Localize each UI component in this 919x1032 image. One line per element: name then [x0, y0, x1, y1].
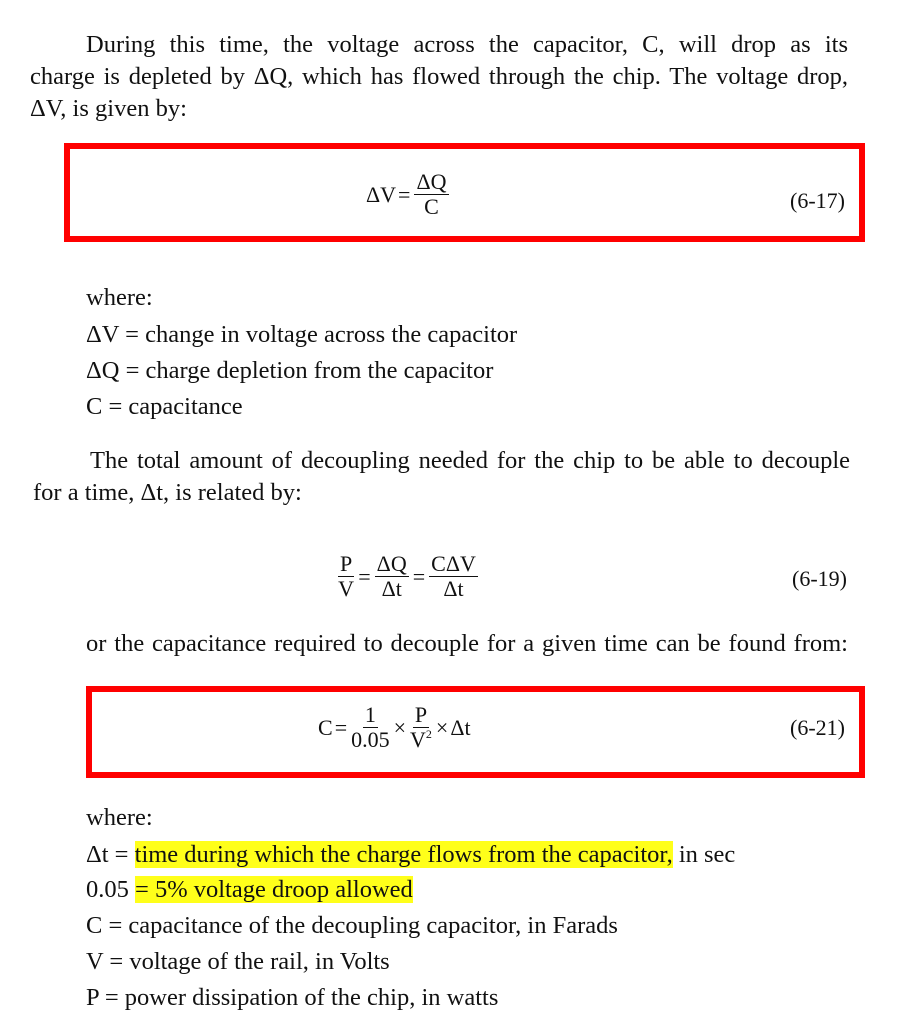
equation-number: (6-21) — [790, 715, 845, 740]
equation-number: (6-17) — [790, 188, 845, 213]
fraction — [351, 703, 390, 752]
term: 0.05 — [86, 876, 135, 903]
equation-6-21 — [318, 703, 471, 752]
fraction — [338, 552, 354, 601]
term: Δt = — [86, 841, 135, 868]
equation-6-17 — [366, 170, 451, 219]
intro-line-2: charge is depleted by ΔQ, which has flowed through the chip. The voltage drop, — [30, 63, 848, 90]
fraction — [414, 170, 448, 219]
denominator: V — [338, 576, 355, 601]
denominator: 0.05 — [351, 727, 390, 752]
definition-item: C = capacitance — [86, 393, 243, 420]
intro-line-3: ΔV, is given by: — [30, 95, 187, 122]
where-label: where: — [86, 804, 153, 831]
paragraph-line: The total amount of decoupling needed for the chip to be able to decouple — [90, 447, 850, 474]
eq-equals: = — [358, 563, 371, 589]
times-sign: × — [435, 714, 449, 740]
denominator — [410, 728, 432, 752]
numerator: P — [340, 551, 353, 576]
intro-line-1: During this time, the voltage across the capacitor, C, will drop as its — [86, 31, 848, 58]
paragraph-line: or the capacitance required to decouple for a given time can be found from: — [86, 630, 848, 657]
times-sign: × — [393, 714, 407, 740]
definition-item: ΔV = change in voltage across the capacitor — [86, 321, 518, 348]
equation-number: (6-19) — [792, 566, 847, 591]
equation-6-19 — [336, 552, 480, 601]
numerator: CΔV — [431, 551, 476, 576]
eq-lhs: C — [318, 714, 333, 740]
definition-item — [86, 875, 413, 905]
fraction — [410, 703, 432, 752]
definition-item: ΔQ = charge depletion from the capacitor — [86, 357, 494, 384]
paragraph-line: for a time, Δt, is related by: — [33, 479, 302, 506]
equation-6-21-highlight-box — [86, 686, 865, 778]
where-label: where: — [86, 284, 153, 311]
eq-lhs: ΔV — [366, 181, 397, 207]
denominator: C — [424, 194, 439, 219]
eq-equals: = — [334, 714, 348, 740]
eq-term: Δt — [450, 714, 471, 740]
denominator: Δt — [443, 576, 464, 601]
numerator: ΔQ — [416, 169, 447, 194]
highlighted-text: = 5% voltage droop allowed — [135, 876, 413, 903]
equation-6-17-highlight-box — [64, 143, 865, 242]
fraction — [375, 552, 409, 601]
denominator: Δt — [381, 576, 402, 601]
definition-item — [86, 840, 735, 870]
definition-item: C = capacitance of the decoupling capacitor, in Farads — [86, 912, 618, 939]
numerator: 1 — [364, 702, 376, 727]
unit-text: in sec — [672, 841, 736, 868]
numerator: ΔQ — [376, 551, 407, 576]
definition-item: V = voltage of the rail, in Volts — [86, 948, 390, 975]
eq-equals: = — [412, 563, 426, 589]
definition-item: P = power dissipation of the chip, in watts — [86, 984, 499, 1011]
numerator: P — [414, 702, 428, 727]
highlighted-text: time during which the charge flows from the capacitor, — [134, 841, 673, 868]
exponent: 2 — [425, 727, 432, 741]
denominator-base: V — [410, 727, 426, 752]
eq-equals: = — [398, 181, 411, 207]
fraction — [429, 552, 478, 601]
